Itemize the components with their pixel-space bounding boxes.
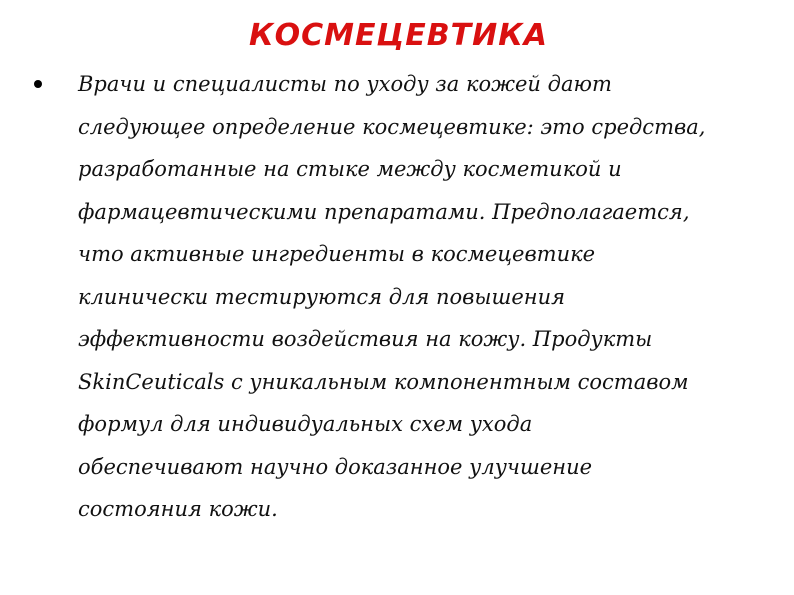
bullet-text-line: фармацевтическими препаратами. Предполагается, xyxy=(78,199,690,224)
bullet-text-line: SkinCeuticals с уникальным компонентным составом xyxy=(78,369,689,394)
bullet-text-line: что активные ингредиенты в космецевтике xyxy=(78,242,596,266)
bullet-text xyxy=(78,63,768,531)
bullet-text-line: обеспечивают научно доказанное улучшение xyxy=(78,454,593,479)
slide-title-text: КОСМЕЦЕВТИКА xyxy=(249,18,548,53)
bullet-text-line: следующее определение космецевтике: это средства, xyxy=(78,114,706,139)
bullet-text-line: формул для индивидуальных схем ухода xyxy=(78,412,533,436)
slide-title xyxy=(0,14,794,58)
bullet-text-line: разработанные на стыке между косметикой и xyxy=(78,157,622,181)
bullet-text-line: эффективности воздействия на кожу. Продукты xyxy=(78,327,653,351)
bullet-text-line: Врачи и специалисты по уходу за кожей дают xyxy=(78,72,612,96)
bullet-text-line: состояния кожи. xyxy=(78,497,278,521)
bullet-text-line: клинически тестируются для повышения xyxy=(78,284,566,309)
bullet-icon xyxy=(34,80,42,88)
